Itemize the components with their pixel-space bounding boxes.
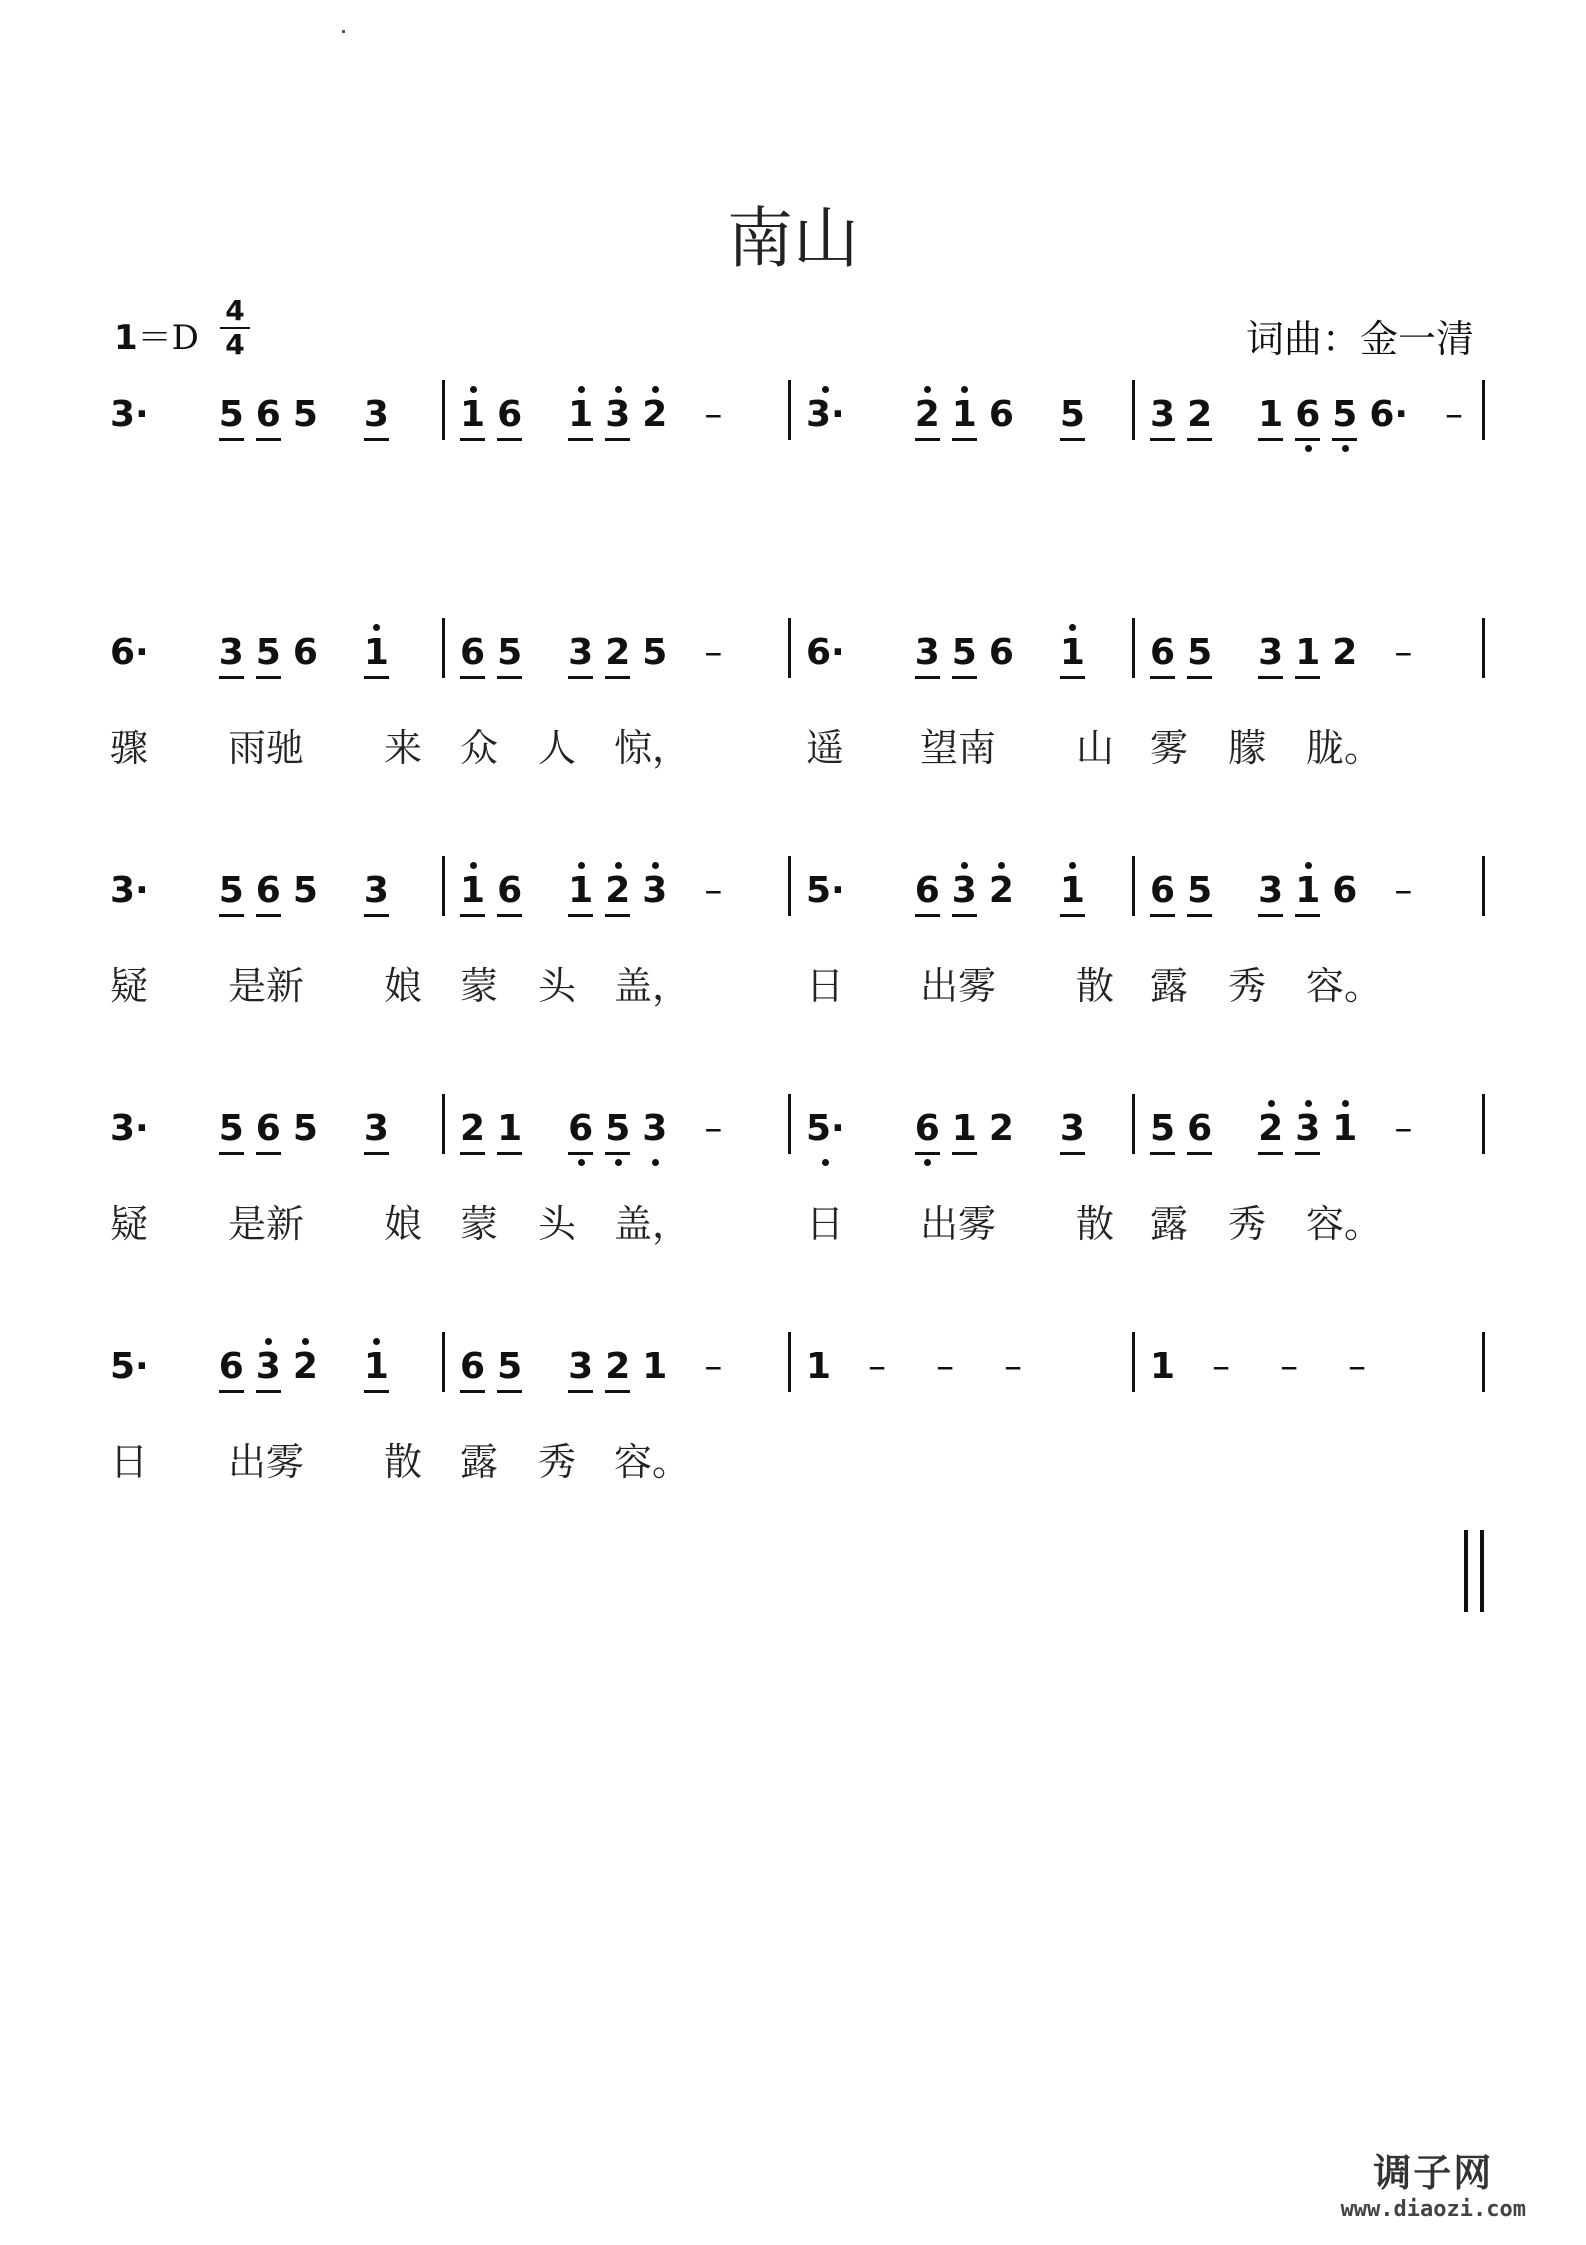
note: 5 <box>1332 392 1357 441</box>
barline <box>788 380 791 440</box>
lyric: 是新 <box>228 964 305 1008</box>
note: 1 <box>642 1346 668 1387</box>
note: 3 <box>364 392 389 441</box>
lyrics-line <box>110 1432 1490 1492</box>
score-system-3 <box>110 856 1490 1096</box>
measure <box>110 856 401 966</box>
staff <box>110 1332 1490 1442</box>
lyric: 秀 <box>1228 964 1267 1008</box>
note: 3 <box>1258 630 1283 679</box>
barline <box>1482 380 1485 440</box>
note: 5· <box>110 1346 149 1387</box>
note: 5 <box>256 630 281 679</box>
barline <box>788 856 791 916</box>
note: 2 <box>989 868 1014 914</box>
barline <box>1482 856 1485 916</box>
note-dash: – <box>704 394 723 435</box>
lyric: 头 <box>538 964 577 1008</box>
lyric: 胧。 <box>1306 726 1383 770</box>
note: 5 <box>219 868 244 917</box>
note: 2 <box>1187 392 1212 441</box>
staff <box>110 380 1490 490</box>
note: 6 <box>219 1344 244 1393</box>
staff <box>110 618 1490 728</box>
note: 6 <box>915 868 940 917</box>
note: 1 <box>460 392 485 441</box>
measure <box>110 380 401 490</box>
lyric: 出雾 <box>920 1202 997 1246</box>
note: 6 <box>1332 870 1358 911</box>
note: 3 <box>364 868 389 917</box>
note: 3 <box>568 1344 593 1393</box>
note: 6 <box>497 868 522 917</box>
note: 6· <box>110 632 149 673</box>
note: 5 <box>292 394 318 435</box>
lyric: 头 <box>538 1202 577 1246</box>
lyric: 日 <box>110 1440 149 1484</box>
note-dash: – <box>1280 1346 1299 1387</box>
lyrics-line <box>110 1194 1490 1254</box>
barline <box>788 618 791 678</box>
lyric: 娘 <box>384 964 423 1008</box>
note: 5 <box>219 1106 244 1155</box>
note: 1 <box>952 392 977 441</box>
note: 1 <box>1258 392 1283 441</box>
barline <box>442 1332 445 1392</box>
note: 3· <box>110 394 149 435</box>
note: 5 <box>1060 392 1085 441</box>
measure <box>460 1094 747 1204</box>
note: 2 <box>605 868 630 917</box>
lyric: 容。 <box>614 1440 691 1484</box>
note: 1 <box>568 392 593 441</box>
key-signature <box>114 310 199 359</box>
score-system-4 <box>110 1094 1490 1334</box>
note: 3 <box>1150 392 1175 441</box>
note: 2 <box>1258 1106 1283 1155</box>
measure <box>806 380 1097 490</box>
note: 1 <box>1332 1106 1357 1152</box>
barline <box>788 1094 791 1154</box>
note: 5 <box>292 1108 318 1149</box>
barline <box>442 380 445 440</box>
note: 2 <box>988 1108 1014 1149</box>
note: 1 <box>497 1106 522 1155</box>
lyric: 露 <box>1150 964 1189 1008</box>
lyric: 遥 <box>806 726 845 770</box>
note: 5 <box>292 870 318 911</box>
note: 6 <box>1150 868 1175 917</box>
barline <box>442 1094 445 1154</box>
note: 3 <box>568 630 593 679</box>
note: 1 <box>952 1106 977 1155</box>
note: 6 <box>292 632 318 673</box>
note: 3 <box>1295 1106 1320 1155</box>
lyric: 日 <box>806 1202 845 1246</box>
note: 1 <box>460 868 485 917</box>
note: 6 <box>988 394 1014 435</box>
note: 3 <box>642 868 667 914</box>
note: 1 <box>1295 630 1320 679</box>
note: 2 <box>915 392 940 441</box>
measure <box>110 1094 401 1204</box>
note-dash: – <box>936 1346 955 1387</box>
barline <box>442 618 445 678</box>
note: 6 <box>460 630 485 679</box>
measure <box>460 1332 747 1442</box>
lyric: 盖， <box>614 1202 691 1246</box>
note: 3 <box>219 630 244 679</box>
lyric: 山 <box>1076 726 1115 770</box>
note: 6 <box>460 1344 485 1393</box>
note: 6 <box>568 1106 593 1155</box>
note-dash: – <box>1212 1346 1231 1387</box>
note: 1 <box>1060 630 1085 679</box>
note: 1 <box>364 630 389 679</box>
note-dash: – <box>704 1346 723 1387</box>
measure <box>1150 1332 1391 1442</box>
lyric: 疑 <box>110 964 149 1008</box>
note: 1 <box>1295 868 1320 917</box>
score-system-5 <box>110 1332 1490 1572</box>
key-tonic: 1 <box>114 318 138 358</box>
composer-credit: 词曲：金一清 <box>1245 317 1474 361</box>
time-signature-top: 4 <box>225 294 245 327</box>
note: 5 <box>605 1106 630 1155</box>
lyric: 蒙 <box>460 1202 499 1246</box>
note: 5 <box>952 630 977 679</box>
measure <box>806 618 1097 728</box>
final-barline <box>1464 1530 1484 1612</box>
measure <box>460 380 747 490</box>
note: 3 <box>1258 868 1283 917</box>
note: 5 <box>642 632 668 673</box>
site-watermark <box>1341 2142 1526 2222</box>
lyric: 骤 <box>110 726 149 770</box>
staff <box>110 856 1490 966</box>
note: 2 <box>293 1344 318 1390</box>
score-system-1 <box>110 380 1490 620</box>
lyric: 疑 <box>110 1202 149 1246</box>
page-title: 南山 <box>727 200 859 277</box>
lyric: 蒙 <box>460 964 499 1008</box>
note: 5 <box>1187 868 1212 917</box>
lyric: 秀 <box>1228 1202 1267 1246</box>
lyric: 散 <box>1076 964 1115 1008</box>
note: 3 <box>1060 1106 1085 1155</box>
watermark-url: www.diaozi.com <box>1340 2197 1526 2222</box>
note: 1 <box>364 1344 389 1393</box>
note: 6· <box>1369 394 1409 435</box>
stray-mark <box>342 30 345 33</box>
note: 1 <box>568 868 593 917</box>
note: 5 <box>1187 630 1212 679</box>
barline <box>1482 1332 1485 1392</box>
note: 2 <box>605 1344 630 1393</box>
note: 5 <box>497 1344 522 1393</box>
note: 3 <box>605 392 630 441</box>
lyric: 秀 <box>538 1440 577 1484</box>
measure <box>110 618 401 728</box>
measure <box>806 856 1097 966</box>
note: 3· <box>110 870 149 911</box>
measure <box>460 618 747 728</box>
lyric: 露 <box>460 1440 499 1484</box>
lyric: 望南 <box>920 726 997 770</box>
barline <box>1482 1094 1485 1154</box>
lyric: 容。 <box>1306 964 1383 1008</box>
note: 5· <box>806 870 845 911</box>
note-dash: – <box>704 632 723 673</box>
barline <box>1132 856 1135 916</box>
note: 2 <box>605 630 630 679</box>
note-dash: – <box>704 870 723 911</box>
barline <box>1482 618 1485 678</box>
note: 5 <box>219 392 244 441</box>
note: 3· <box>110 1108 149 1149</box>
score-system-2 <box>110 618 1490 858</box>
lyric: 散 <box>384 1440 423 1484</box>
measure <box>460 856 747 966</box>
note-dash: – <box>1394 870 1413 911</box>
measure <box>1150 380 1488 490</box>
barline <box>1132 380 1135 440</box>
note: 5 <box>1150 1106 1175 1155</box>
lyric: 散 <box>1076 1202 1115 1246</box>
time-signature <box>220 296 250 360</box>
barline <box>1132 1332 1135 1392</box>
lyric: 是新 <box>228 1202 305 1246</box>
note: 1 <box>1150 1346 1176 1387</box>
note-dash: – <box>868 1346 887 1387</box>
note: 3 <box>952 868 977 917</box>
note: 2 <box>1332 632 1358 673</box>
note: 6 <box>497 392 522 441</box>
note: 3 <box>256 1344 281 1393</box>
note: 6 <box>1187 1106 1212 1155</box>
note: 6 <box>1295 392 1320 441</box>
barline <box>788 1332 791 1392</box>
time-signature-bottom: 4 <box>225 328 245 361</box>
staff <box>110 1094 1490 1204</box>
measure <box>806 1332 1047 1442</box>
note-dash: – <box>704 1108 723 1149</box>
note: 3 <box>915 630 940 679</box>
barline <box>1132 1094 1135 1154</box>
note-dash: – <box>1394 1108 1413 1149</box>
note: 6 <box>256 392 281 441</box>
note: 1 <box>1060 868 1085 917</box>
note: 1 <box>806 1346 832 1387</box>
note: 3 <box>364 1106 389 1155</box>
lyric: 雨驰 <box>228 726 305 770</box>
lyric: 出雾 <box>228 1440 305 1484</box>
lyric: 人 <box>538 726 577 770</box>
lyrics-line <box>110 718 1490 778</box>
note: 2 <box>642 392 667 438</box>
measure <box>1150 856 1437 966</box>
lyric: 来 <box>384 726 423 770</box>
note: 3 <box>642 1106 667 1152</box>
measure <box>806 1094 1097 1204</box>
lyric: 容。 <box>1306 1202 1383 1246</box>
barline <box>1132 618 1135 678</box>
watermark-brand: 调子网 <box>1373 2151 1494 2195</box>
lyric: 露 <box>1150 1202 1189 1246</box>
note: 5· <box>806 1106 845 1152</box>
key-name: ＝D <box>137 318 199 358</box>
lyrics-line <box>110 956 1490 1016</box>
measure <box>1150 618 1437 728</box>
note: 6 <box>256 868 281 917</box>
note: 6 <box>915 1106 940 1155</box>
barline <box>442 856 445 916</box>
note-dash: – <box>1004 1346 1023 1387</box>
note-dash: – <box>1394 632 1413 673</box>
lyric: 众 <box>460 726 499 770</box>
note: 5 <box>497 630 522 679</box>
lyric: 惊， <box>614 726 691 770</box>
lyric: 朦 <box>1228 726 1267 770</box>
note: 2 <box>460 1106 485 1155</box>
note: 6 <box>1150 630 1175 679</box>
note: 6· <box>806 632 845 673</box>
lyric: 日 <box>806 964 845 1008</box>
note: 6 <box>256 1106 281 1155</box>
lyric: 雾 <box>1150 726 1189 770</box>
measure <box>1150 1094 1437 1204</box>
lyric: 出雾 <box>920 964 997 1008</box>
note-dash: – <box>1445 394 1464 435</box>
measure <box>110 1332 401 1442</box>
lyric: 娘 <box>384 1202 423 1246</box>
note: 6 <box>988 632 1014 673</box>
note-dash: – <box>1348 1346 1367 1387</box>
lyric: 盖， <box>614 964 691 1008</box>
note: 3· <box>806 392 845 438</box>
